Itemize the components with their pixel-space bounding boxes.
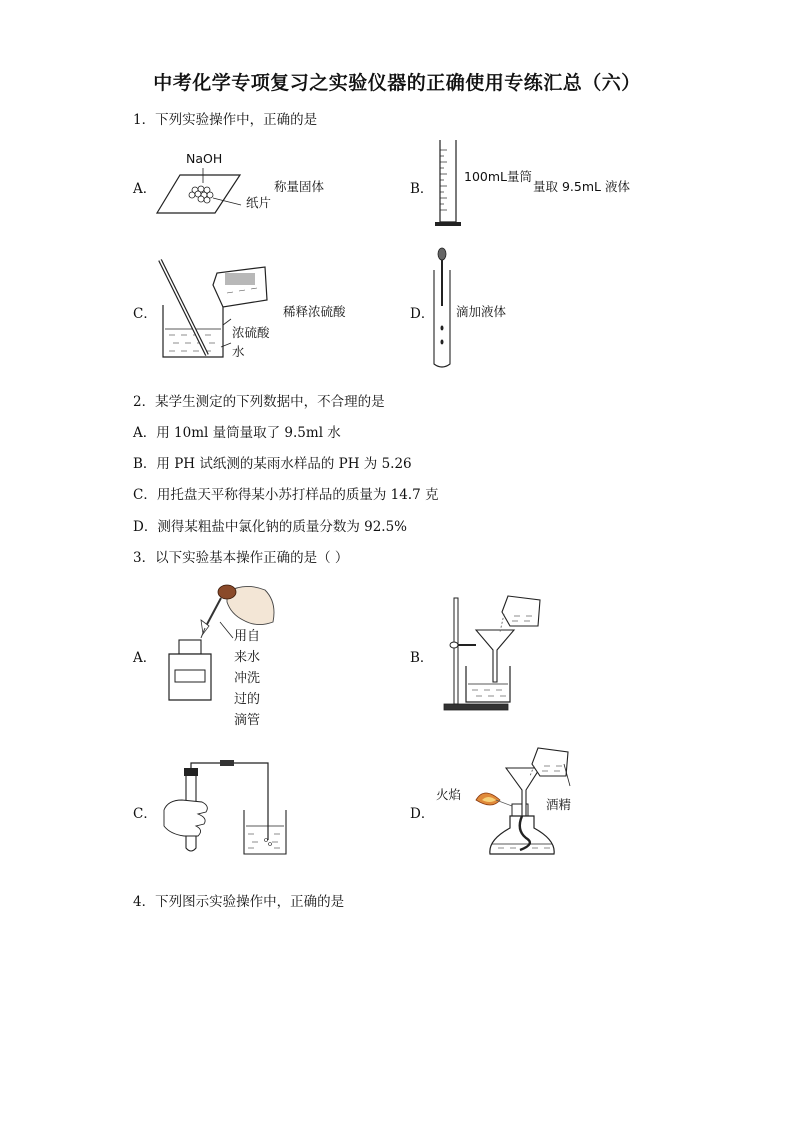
q2-option-d: D．测得某粗盐中氯化钠的质量分数为 92.5% [133, 519, 408, 535]
q3-a-caption-line: 用自 [234, 629, 261, 644]
q3-d-flame-label: 火焰 [436, 787, 462, 802]
q3-a-caption-line: 来水 [234, 650, 261, 665]
q3-option-c-letter: C． [133, 806, 157, 822]
q3-option-b-letter: B． [410, 650, 434, 666]
dropper-bottle-diagram [165, 580, 280, 705]
dilution-diagram [155, 255, 280, 363]
q1-option-d-letter: D． [410, 306, 435, 322]
q3-option-a-letter: A． [133, 650, 157, 666]
page-title: 中考化学专项复习之实验仪器的正确使用专练汇总（六） [153, 72, 641, 94]
q1-b-caption: 量取 9.5mL 液体 [533, 179, 630, 194]
graduated-cylinder-diagram [432, 138, 472, 230]
q1-a-naoh-label: NaOH [186, 151, 223, 166]
airtightness-check-diagram [158, 760, 288, 860]
q1-c-water-label: 水 [232, 344, 245, 359]
q3-option-d-letter: D． [410, 806, 435, 822]
weighing-paper-diagram [155, 165, 250, 220]
q1-option-c-letter: C． [133, 306, 157, 322]
q1-a-caption: 称量固体 [274, 179, 325, 194]
question-4-stem: 4．下列图示实验操作中，正确的是 [133, 894, 345, 910]
q1-option-a-letter: A． [133, 181, 157, 197]
q1-c-caption: 稀释浓硫酸 [283, 304, 346, 319]
filtration-setup-diagram [440, 592, 560, 716]
q1-c-acid-label: 浓硫酸 [232, 325, 270, 340]
q1-d-caption: 滴加液体 [456, 304, 507, 319]
alcohol-lamp-diagram [470, 744, 580, 868]
q2-option-a: A．用 10ml 量筒量取了 9.5ml 水 [133, 425, 341, 441]
question-1-stem: 1．下列实验操作中，正确的是 [133, 112, 318, 128]
q2-option-b: B．用 PH 试纸测的某雨水样品的 PH 为 5.26 [133, 456, 412, 472]
q1-option-b-letter: B． [410, 181, 434, 197]
q3-a-caption-line: 过的 [234, 692, 261, 707]
q2-option-c: C．用托盘天平称得某小苏打样品的质量为 14.7 克 [133, 487, 439, 503]
q3-d-alcohol-label: 酒精 [546, 797, 572, 812]
q1-b-cylinder-label: 100mL量筒 [464, 169, 532, 184]
question-2-stem: 2．某学生测定的下列数据中，不合理的是 [133, 394, 385, 410]
q1-a-paper-label: 纸片 [246, 195, 272, 210]
q3-a-caption-line: 冲洗 [234, 671, 261, 686]
dropper-test-tube-diagram [428, 246, 458, 372]
question-3-stem: 3．以下实验基本操作正确的是（ ） [133, 550, 349, 566]
q3-a-caption-line: 滴管 [234, 713, 261, 728]
